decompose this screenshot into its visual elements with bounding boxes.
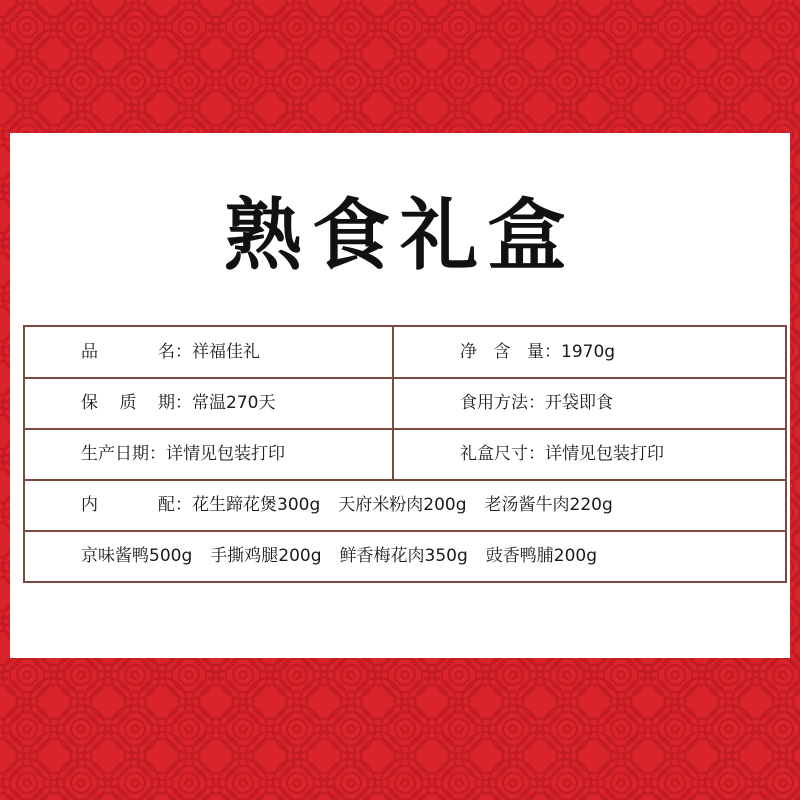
colon: ： — [175, 342, 192, 362]
colon: ： — [175, 495, 192, 515]
colon: ： — [544, 342, 561, 362]
usage-label: 食用方法 — [460, 393, 528, 413]
contents-item: 豉香鸭脯200g — [485, 546, 597, 566]
net-content-label: 净含量 — [460, 342, 544, 362]
info-card — [10, 133, 790, 658]
net-content-cell — [460, 327, 615, 377]
shelf-life-cell — [81, 378, 275, 428]
page-title: 熟食礼盒 — [223, 190, 576, 281]
contents-item: 天府米粉肉200g — [338, 495, 467, 515]
contents-item: 老汤酱牛肉220g — [484, 495, 613, 515]
colon: ： — [528, 393, 545, 413]
usage-cell — [460, 378, 613, 428]
production-date-cell — [81, 429, 285, 479]
shelf-life-value: 常温270天 — [192, 393, 276, 413]
contents-label: 内配 — [81, 495, 175, 515]
production-date-label: 生产日期 — [81, 444, 149, 464]
usage-value: 开袋即食 — [545, 393, 613, 413]
contents-cell — [81, 480, 631, 530]
table-row — [25, 378, 785, 430]
product-name-label: 品名 — [81, 342, 175, 362]
table-row — [25, 327, 785, 379]
colon: ： — [528, 444, 545, 464]
shelf-life-label: 保质期 — [81, 393, 175, 413]
column-divider — [392, 378, 394, 428]
production-date-value: 详情见包装打印 — [166, 444, 285, 464]
product-name-value: 祥福佳礼 — [192, 342, 260, 362]
table-row — [25, 429, 785, 481]
contents-item: 京味酱鸭500g — [81, 546, 193, 566]
net-content-value: 1970g — [561, 342, 616, 362]
contents-item: 手撕鸡腿200g — [210, 546, 322, 566]
box-size-value: 详情见包装打印 — [545, 444, 664, 464]
colon: ： — [149, 444, 166, 464]
contents-item: 鲜香梅花肉350g — [339, 546, 468, 566]
contents-continued-cell — [81, 531, 615, 581]
contents-item: 花生蹄花煲300g — [192, 495, 321, 515]
box-size-label: 礼盒尺寸 — [460, 444, 528, 464]
column-divider — [392, 327, 394, 377]
column-divider — [392, 429, 394, 479]
colon: ： — [175, 393, 192, 413]
table-row — [25, 531, 785, 583]
box-size-cell — [460, 429, 664, 479]
table-row — [25, 480, 785, 532]
product-name-cell — [81, 327, 260, 377]
product-info-table — [23, 325, 787, 583]
